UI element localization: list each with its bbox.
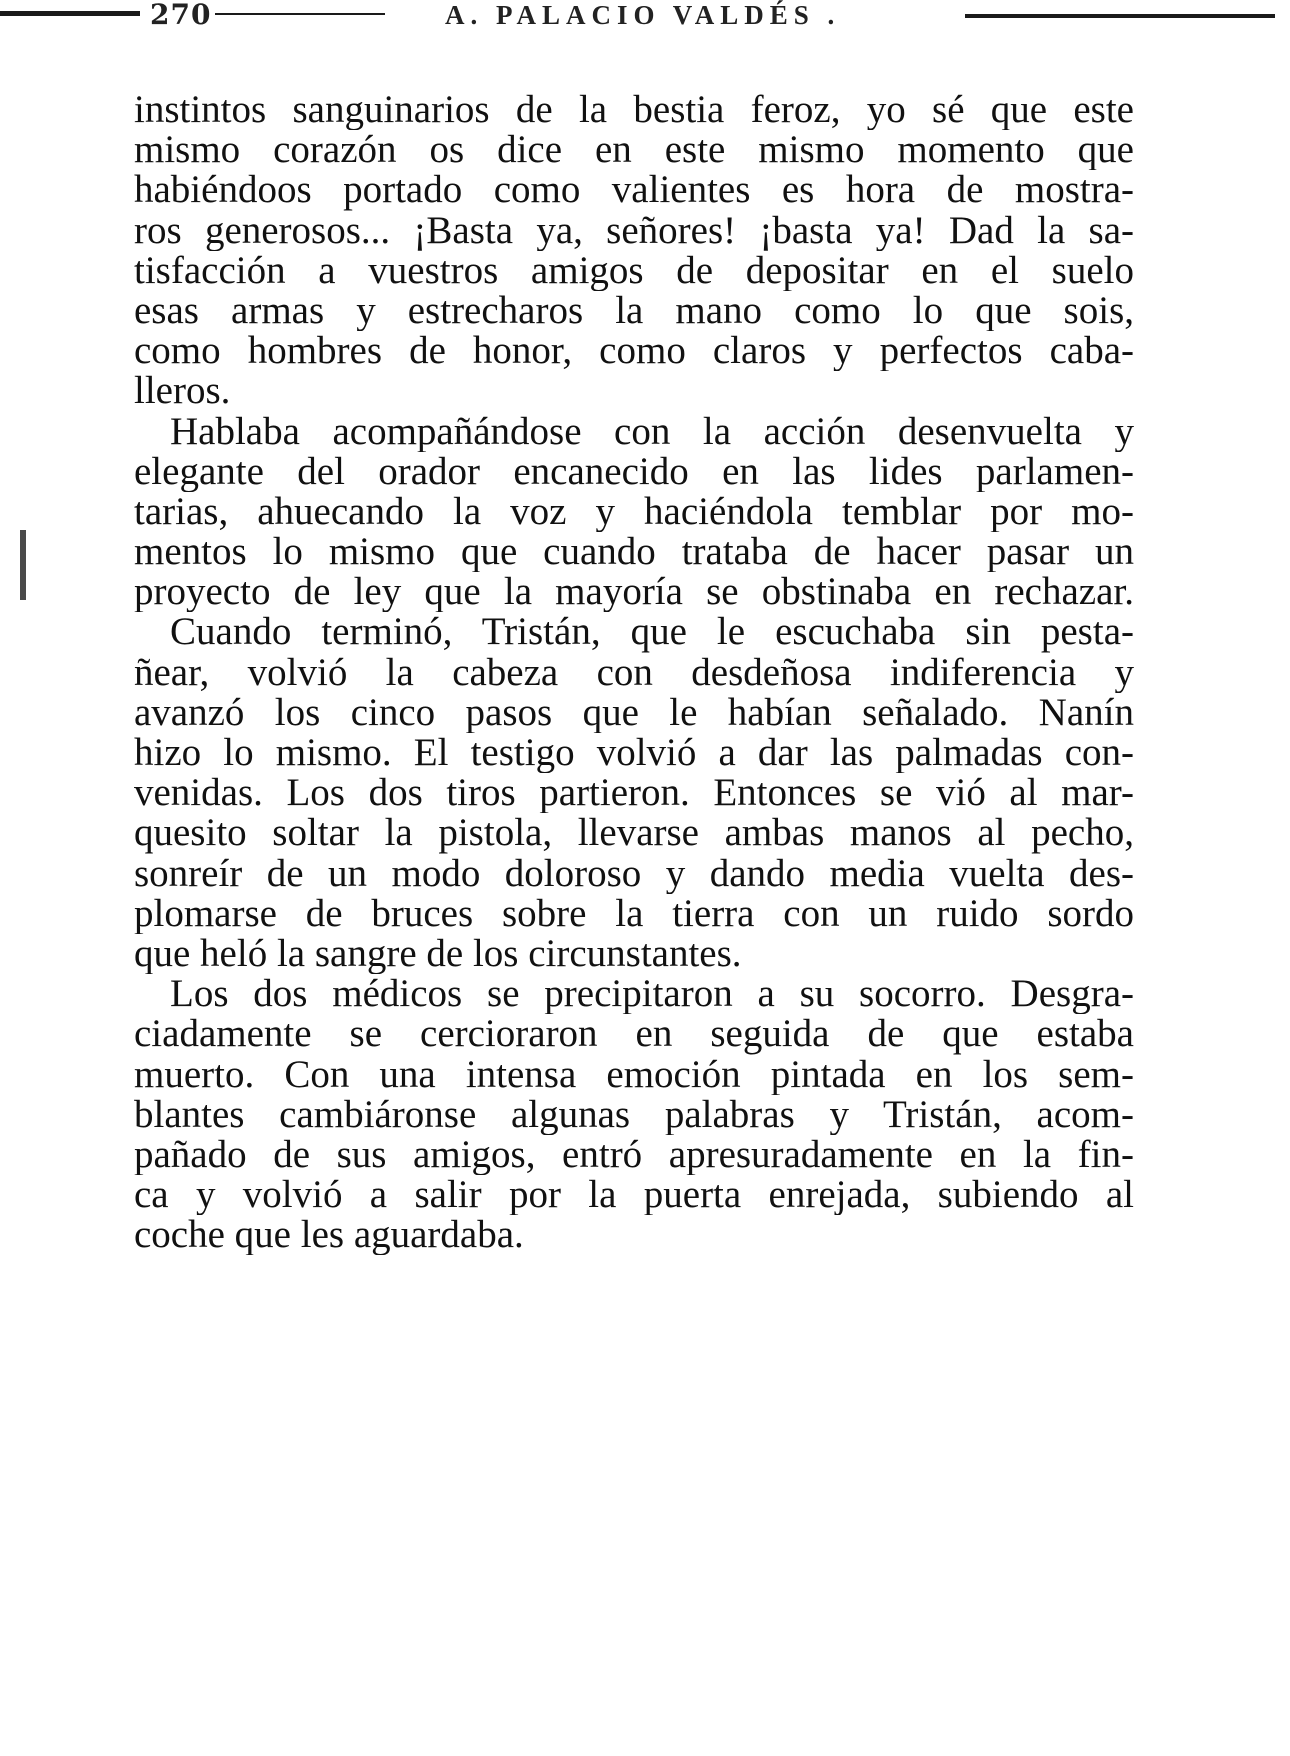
running-title: A. PALACIO VALDÉS . <box>445 0 841 30</box>
text-line: Hablaba acompañándose con la acción desenvuelta y <box>170 411 1134 452</box>
text-line: que heló la sangre de los circunstantes. <box>134 933 742 975</box>
text-line: mismo corazón os dice en este mismo momento que <box>134 130 1134 171</box>
paragraph <box>134 90 1134 412</box>
text-line: Los dos médicos se precipitaron a su socorro. Desgra- <box>170 974 1134 1015</box>
text-line: coche que les aguardaba. <box>134 1215 524 1256</box>
text-line: habiéndoos portado como valientes es hora de mostra- <box>134 170 1134 211</box>
text-line: avanzó los cinco pasos que le habían señalado. Nanín <box>134 692 1134 733</box>
running-header <box>0 0 1290 40</box>
text-line: blantes cambiáronse algunas palabras y Tristán, acom- <box>134 1094 1134 1135</box>
text-line: hizo lo mismo. El testigo volvió a dar las palmadas con- <box>134 733 1134 774</box>
text-line: tisfacción a vuestros amigos de depositar en el suelo <box>134 250 1134 291</box>
text-line: muerto. Con una intensa emoción pintada en los sem- <box>134 1054 1134 1095</box>
page-number: 270 <box>150 0 212 31</box>
header-rule-left <box>0 11 140 16</box>
header-rule-middle <box>215 13 385 15</box>
text-line: como hombres de honor, como claros y perfectos caba- <box>134 331 1134 372</box>
paragraph <box>134 412 1134 613</box>
text-line: instintos sanguinarios de la bestia feroz, yo sé que este <box>134 90 1134 131</box>
text-line: venidas. Los dos tiros partieron. Entonces se vió al mar- <box>134 773 1134 814</box>
text-line: lleros. <box>134 371 231 412</box>
text-line: plomarse de bruces sobre la tierra con un ruido sordo <box>134 893 1134 934</box>
scan-mark <box>20 530 26 600</box>
text-line: tarias, ahuecando la voz y haciéndola temblar por mo- <box>134 491 1134 533</box>
text-line: ros generosos... ¡Basta ya, señores! ¡basta ya! Dad la sa- <box>134 210 1134 251</box>
header-rule-right <box>965 14 1275 18</box>
text-line: sonreír de un modo doloroso y dando media vuelta des- <box>134 853 1134 894</box>
text-line: pañado de sus amigos, entró apresuradamente en la fin- <box>134 1134 1134 1176</box>
text-line: esas armas y estrecharos la mano como lo que sois, <box>134 290 1134 332</box>
text-line: Cuando terminó, Tristán, que le escuchaba sin pesta- <box>170 612 1134 653</box>
text-line: quesito soltar la pistola, llevarse ambas manos al pecho, <box>134 813 1134 854</box>
text-line: proyecto de ley que la mayoría se obstinaba en rechazar. <box>134 572 1134 613</box>
paragraph <box>134 974 1134 1255</box>
paragraph <box>134 612 1134 974</box>
body-text <box>134 90 1134 1255</box>
text-line: elegante del orador encanecido en las lides parlamen- <box>134 451 1134 492</box>
text-line: mentos lo mismo que cuando trataba de hacer pasar un <box>134 532 1134 573</box>
text-line: ca y volvió a salir por la puerta enrejada, subiendo al <box>134 1175 1134 1216</box>
text-line: ñear, volvió la cabeza con desdeñosa indiferencia y <box>134 652 1134 693</box>
text-line: ciadamente se cercioraron en seguida de que estaba <box>134 1014 1134 1055</box>
